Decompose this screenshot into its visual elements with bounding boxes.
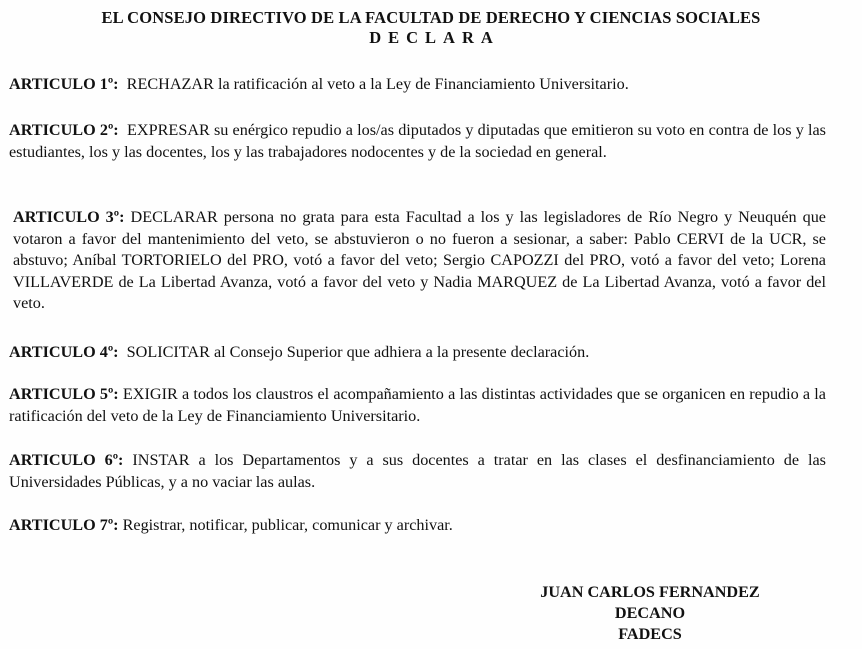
article-1	[9, 74, 826, 96]
article-4-label: ARTICULO 4º:	[9, 343, 119, 361]
document-header	[0, 8, 862, 48]
council-title: EL CONSEJO DIRECTIVO DE LA FACULTAD DE DERECHO Y CIENCIAS SOCIALES	[101, 8, 761, 27]
signatory-organization: FADECS	[618, 625, 682, 643]
article-3	[13, 207, 826, 315]
article-3-text: DECLARAR persona no grata para esta Facultad a los y las legisladores de Río Negro y Neuquén que votaron a favor del mantenimiento del veto, se abstuvieron o no fueron a sesionar, a saber: Pablo CERVI de la UCR, se abstuvo; Aníbal TORTORIELO del PRO, votó a favor del veto; Sergio CAPOZZI del PRO, votó a favor del veto; Lorena VILLAVERDE de La Libertad Avanza, votó a favor del veto y Nadia MARQUEZ de La Libertad Avanza, votó a favor del veto.	[13, 208, 826, 312]
signatory-name: JUAN CARLOS FERNANDEZ	[540, 583, 760, 601]
article-4	[9, 342, 826, 364]
article-5-label: ARTICULO 5º:	[9, 385, 119, 403]
article-1-text: RECHAZAR la ratificación al veto a la Ley de Financiamiento Universitario.	[126, 75, 629, 93]
article-5-text: EXIGIR a todos los claustros el acompañamiento a las distintas actividades que se organicen en repudio a la ratificación del veto de la Ley de Financiamiento Universitario.	[9, 385, 826, 425]
article-5	[9, 384, 826, 427]
article-2-text: EXPRESAR su enérgico repudio a los/as diputados y diputadas que emitieron su voto en contra de los y las estudiantes, los y las docentes, los y las trabajadores nodocentes y de la sociedad en general.	[9, 121, 826, 161]
article-6-label: ARTICULO 6º:	[9, 451, 124, 469]
article-7-text: Registrar, notificar, publicar, comunicar y archivar.	[122, 516, 453, 534]
article-3-label: ARTICULO 3º:	[13, 208, 125, 226]
signature-block	[480, 582, 820, 645]
article-1-label: ARTICULO 1º:	[9, 75, 119, 93]
article-2	[9, 120, 826, 163]
article-6	[9, 450, 826, 493]
article-7-label: ARTICULO 7º:	[9, 516, 119, 534]
declara-heading: DECLARA	[369, 28, 500, 47]
article-4-text: SOLICITAR al Consejo Superior que adhiera a la presente declaración.	[126, 343, 590, 361]
signatory-role: DECANO	[614, 604, 686, 622]
article-7	[9, 515, 826, 537]
article-6-text: INSTAR a los Departamentos y a sus docentes a tratar en las clases el desfinanciamiento de las Universidades Públicas, y a no vaciar las aulas.	[9, 451, 826, 491]
article-2-label: ARTICULO 2º:	[9, 121, 119, 139]
